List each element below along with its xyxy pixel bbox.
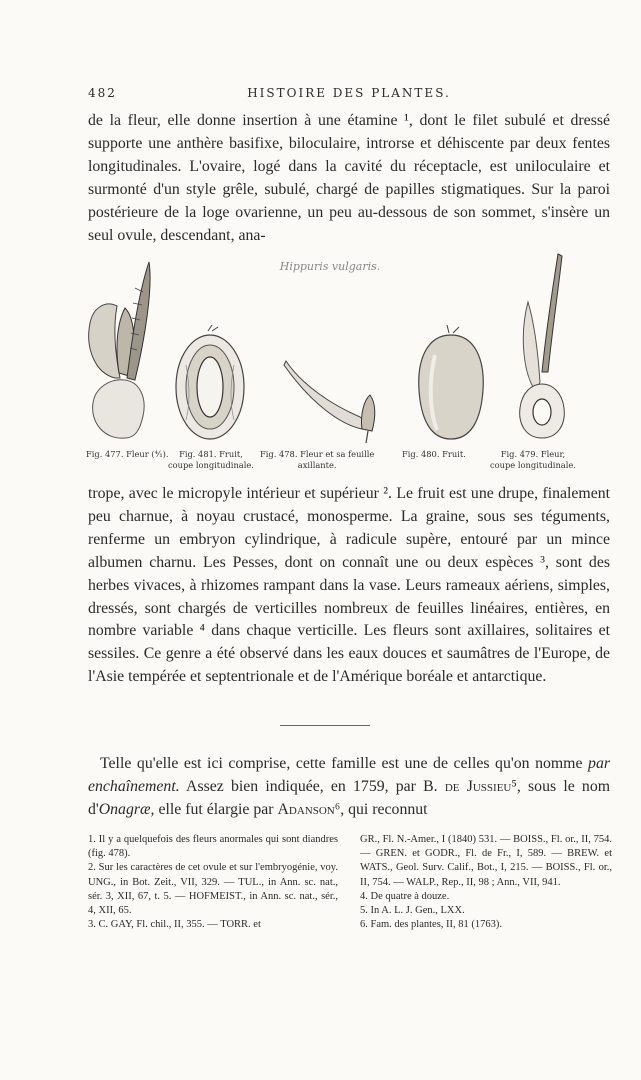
fig-481-fruit-section-illustration xyxy=(172,325,248,443)
paragraph-3-emphasis: par enchaînement. xyxy=(88,755,610,795)
fig-477-caption: Fig. 477. Fleur (⁴⁄₁). xyxy=(86,449,169,459)
footnote-6: 6. Fam. des plantes, II, 81 (1763). xyxy=(360,919,503,931)
section-divider xyxy=(280,725,370,726)
footnote-2: 2. Sur les caractères de cet ovule et sur l'embryogénie, voy. UNG., in Bot. Zeit., VII, 329. — TUL., in Ann. sc. nat., sér. 3, XII, 67, t. 5. — HOFMEIST., in Ann. sc. nat., sér., 4, XII, 65. xyxy=(88,862,338,917)
fig-481-caption xyxy=(168,449,254,470)
paragraph-1: de la fleur, elle donne insertion à une étamine ¹, dont le filet subulé et dressé supporte une anthère basifixe, biloculaire, introrse et déhiscente par deux fentes longitudinales. L'ovaire, logé dans la cavité du réceptacle, est uniloculaire et surmonté d'un style grêle, subulé, chargé de papilles stigmatiques. Sur la paroi postérieure de la loge ovarienne, un peu au-dessous de son sommet, s'insère un seul ovule, descendant, ana- xyxy=(88,112,610,244)
author-adanson: Adanson xyxy=(277,800,335,818)
page-header xyxy=(88,86,610,106)
fig-478-caption-line-1: Fig. 478. Fleur et sa feuille xyxy=(260,449,375,459)
paragraph-3-part-5: ⁵, sous le nom d' xyxy=(88,777,611,818)
paragraph-3-part-7: elle fut élargie par xyxy=(158,800,274,818)
footnote-3: 3. C. GAY, Fl. chil., II, 355. — TORR. et xyxy=(88,919,261,931)
paragraph-3-part-1: Telle qu'elle est ici comprise, cette famille est une de celles qu'on nomme xyxy=(100,755,583,772)
fig-479-caption xyxy=(490,449,576,470)
paragraph-2: trope, avec le micropyle intérieur et supérieur ². Le fruit est une drupe, finalement peu charnue, à noyau crustacé, monosperme. La graine, sous ses téguments, renferme un embryon cylindrique, à radicule supère, entouré par un mince albumen charnu. Les Pesses, dont on connaît une ou deux espèces ³, sont des herbes vivaces, à rhizomes rampant dans la vase. Leurs rameaux aériens, simples, dressés, sont chargés de verticilles nombreux de feuilles linéaires, entières, en nombre variable ⁴ dans chaque verticille. Les fleurs sont axillaires, solitaires et sessiles. Ce genre a été observé dans les eaux douces et saumâtres de l'Europe, de l'Asie tempérée et septentrionale et de l'Amérique boréale et antarctique. xyxy=(88,485,610,686)
fig-478-flower-leaf-illustration xyxy=(282,355,382,445)
fig-479-flower-section-illustration xyxy=(512,252,572,442)
fig-481-caption-line-1: Fig. 481. Fruit, xyxy=(179,449,243,459)
paragraph-3-part-3: Assez bien indiquée, en 1759, par B. xyxy=(186,777,438,795)
fig-477-flower-illustration xyxy=(85,258,155,448)
figure-title: Hippuris vulgaris. xyxy=(279,260,381,273)
fig-478-caption-line-2: axillante. xyxy=(297,459,337,470)
fig-478-caption xyxy=(260,449,374,470)
fig-479-caption-line-1: Fig. 479. Fleur, xyxy=(500,449,566,459)
footnote-5: 5. In A. L. J. Gen., LXX. xyxy=(360,905,465,917)
footnote-3-continued: GR., Fl. N.-Amer., I (1840) 531. — BOISS., Fl. or., II, 754. — GREN. et GODR., Fl. de Fr., I, 589. — BREW. et WATS., Geol. Surv. Calif., Bot., I, 215. — BOISS., Fl. or., II, 754. — WALP., Rep., II, 98 ; Ann., VII, 941. xyxy=(360,834,612,888)
footnotes-right xyxy=(360,833,612,932)
footnotes-left xyxy=(88,833,338,932)
fig-481-caption-line-2: coupe longitudinale. xyxy=(168,459,254,470)
running-title: HISTOIRE DES PLANTES. xyxy=(247,86,451,100)
author-de-jussieu: de Jussieu xyxy=(444,777,512,795)
fig-480-fruit-illustration xyxy=(415,325,487,443)
onagrae-name: Onagræ, xyxy=(98,800,155,818)
paragraph-3 xyxy=(88,753,610,822)
page-number: 482 xyxy=(88,86,117,100)
fig-479-caption-line-2: coupe longitudinale. xyxy=(490,459,576,470)
paragraph-3-part-9: ⁶, qui reconnut xyxy=(334,800,428,818)
fig-480-caption: Fig. 480. Fruit. xyxy=(402,449,466,459)
footnote-1: 1. Il y a quelquefois des fleurs anormales qui sont diandres (fig. 478). xyxy=(88,834,338,860)
footnote-4: 4. De quatre à douze. xyxy=(360,890,450,902)
